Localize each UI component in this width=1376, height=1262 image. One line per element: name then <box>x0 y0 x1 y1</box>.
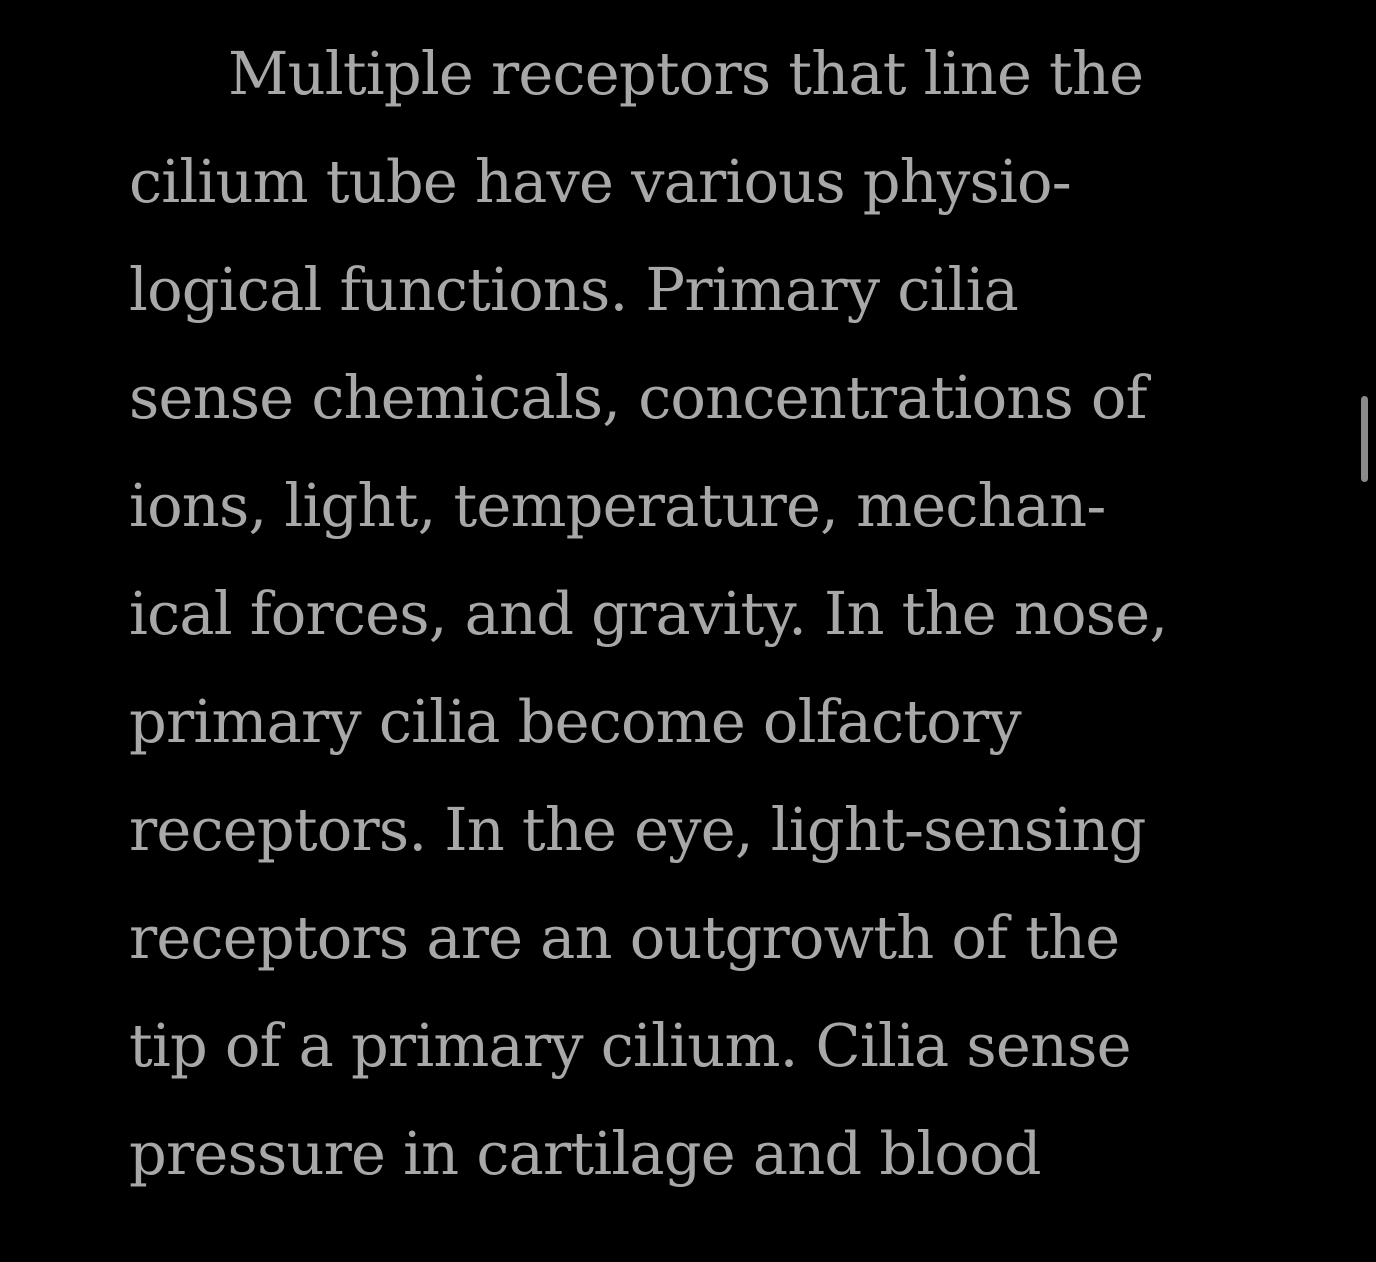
scroll-indicator[interactable] <box>1361 396 1368 482</box>
book-paragraph <box>129 20 1259 1208</box>
paragraph-line: cilium tube have various physio- <box>129 147 1071 216</box>
paragraph-line: logical functions. Primary cilia <box>129 255 1019 324</box>
paragraph-line: primary cilia become olfactory <box>129 687 1021 756</box>
paragraph-line: sense chemicals, concentrations of <box>129 363 1147 432</box>
paragraph-line: Multiple receptors that line the <box>228 39 1144 108</box>
paragraph-line: receptors are an outgrowth of the <box>129 903 1120 972</box>
paragraph-line: receptors. In the eye, light-sensing <box>129 795 1146 864</box>
paragraph-line: ical forces, and gravity. In the nose, <box>129 579 1168 648</box>
paragraph-line: pressure in cartilage and blood <box>129 1119 1041 1188</box>
paragraph-line: tip of a primary cilium. Cilia sense <box>129 1011 1131 1080</box>
paragraph-line: ions, light, temperature, mechan- <box>129 471 1106 540</box>
